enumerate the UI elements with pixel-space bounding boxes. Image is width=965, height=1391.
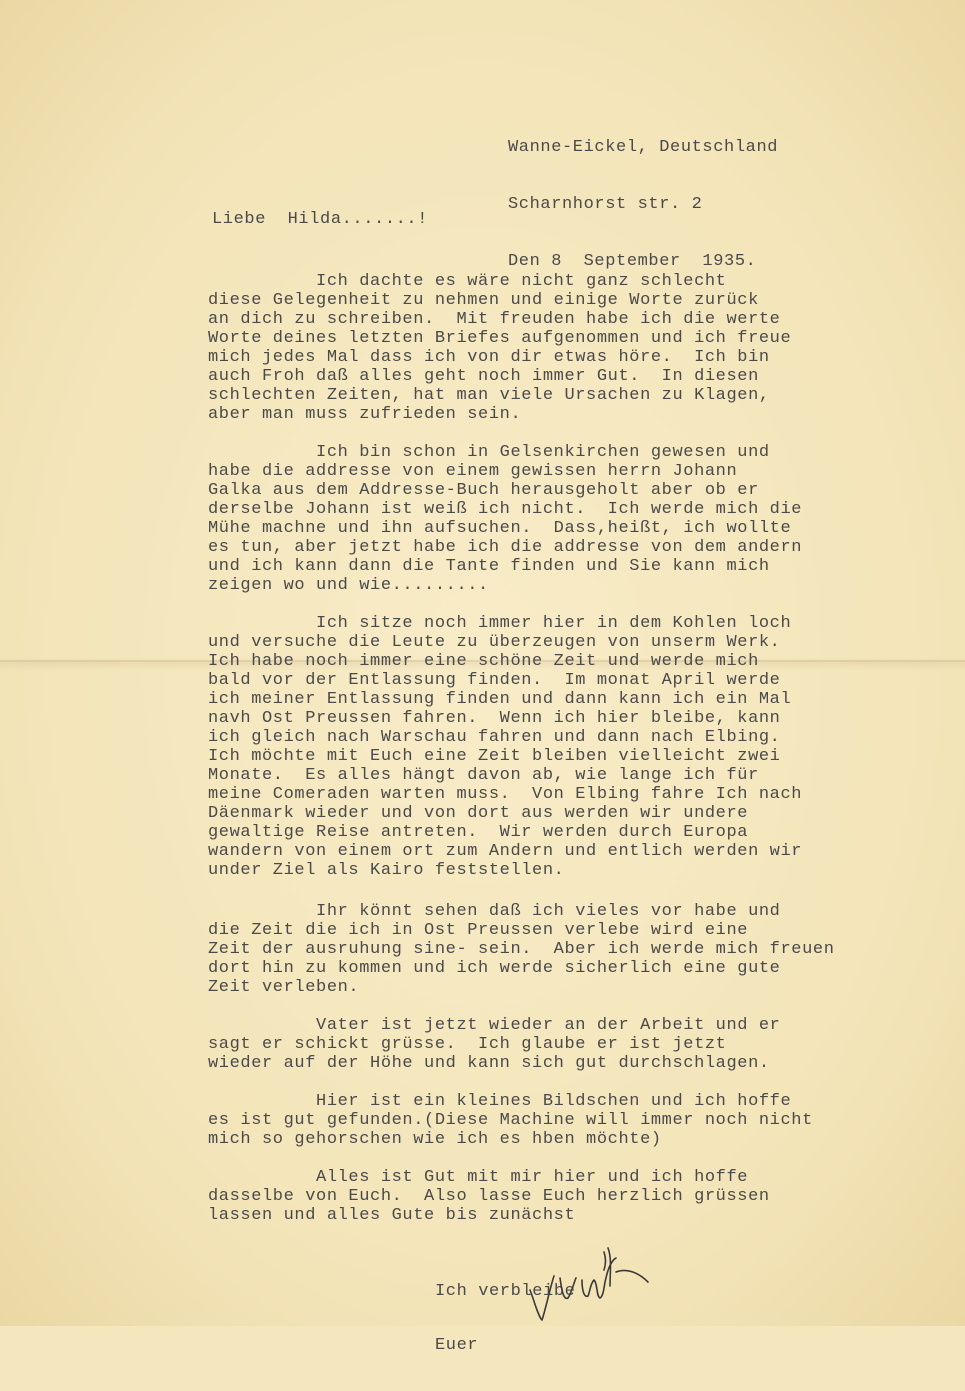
paragraph-5: Vater ist jetzt wieder an der Arbeit und er sagt er schickt grüsse. Ich glaube er ist jetzt wieder auf der Höhe und kann sich gut durchschlagen. <box>208 1016 781 1073</box>
salutation: Liebe Hilda.......! <box>212 210 429 229</box>
paragraph-6: Hier ist ein kleines Bildschen und ich hoffe es ist gut gefunden.(Diese Machine will immer noch nicht mich so gehorschen wie ich es hben möchte) <box>208 1092 813 1149</box>
header-date: Den 8 September 1935. <box>508 252 757 271</box>
closing-euer: Euer <box>435 1336 479 1355</box>
paragraph-4: Ihr könnt sehen daß ich vieles vor habe und die Zeit die ich in Ost Preussen verlebe wird eine Zeit der ausruhung sine- sein. Aber ich werde mich freuen dort hin zu kommen und ich werde sicherlich eine gute Zeit verleben. <box>208 902 835 997</box>
paragraph-1: Ich dachte es wäre nicht ganz schlecht diese Gelegenheit zu nehmen und einige Worte zurück an dich zu schreiben. Mit freuden habe ich die werte Worte deines letzten Briefes aufgenommen und ich freue mich jedes Mal dass ich von dir etwas höre. Ich bin auch Froh daß alles geht noch immer Gut. In diesen schlechten Zeiten, hat man viele Ursachen zu Klagen, aber man muss zufrieden sein. <box>208 272 792 424</box>
paragraph-3: Ich sitze noch immer hier in dem Kohlen loch und versuche die Leute zu überzeugen von unserm Werk. Ich habe noch immer eine schöne Zeit und werde mich bald vor der Entlassung finden. Im monat April werde ich meiner Entlassung finden und dann kann ich ein Mal navh Ost Preussen fahren. Wenn ich hier bleibe, kann ich gleich nach Warschau fahren und dann nach Elbing. Ich möchte mit Euch eine Zeit bleiben vielleicht zwei Monate. Es alles hängt davon ab, wie lange ich für meine Comeraden warten muss. Von Elbing fahre Ich nach Däenmark wieder und von dort aus werden wir undere gewaltige Reise antreten. Wir werden durch Europa wandern von einem ort zum Andern und entlich werden wir under Ziel als Kairo feststellen. <box>208 614 803 880</box>
header-street: Scharnhorst str. 2 <box>508 195 703 214</box>
closing-verbleibe: Ich verbleibe <box>435 1282 576 1301</box>
paragraph-7: Alles ist Gut mit mir hier und ich hoffe dasselbe von Euch. Also lasse Euch herzlich grüssen lassen und alles Gute bis zunächst <box>208 1168 770 1225</box>
header-place: Wanne-Eickel, Deutschland <box>508 138 779 157</box>
handwritten-signature <box>520 1238 680 1328</box>
paragraph-2: Ich bin schon in Gelsenkirchen gewesen und habe die addresse von einem gewissen herrn Johann Galka aus dem Addresse-Buch herausgeholt aber ob er derselbe Johann ist weiß ich nicht. Ich werde mich die Mühe machne und ihn aufsuchen. Dass,heißt, ich wollte es tun, aber jetzt habe ich die addresse von dem andern und ich kann dann die Tante finden und Sie kann mich zeigen wo und wie......... <box>208 443 803 595</box>
